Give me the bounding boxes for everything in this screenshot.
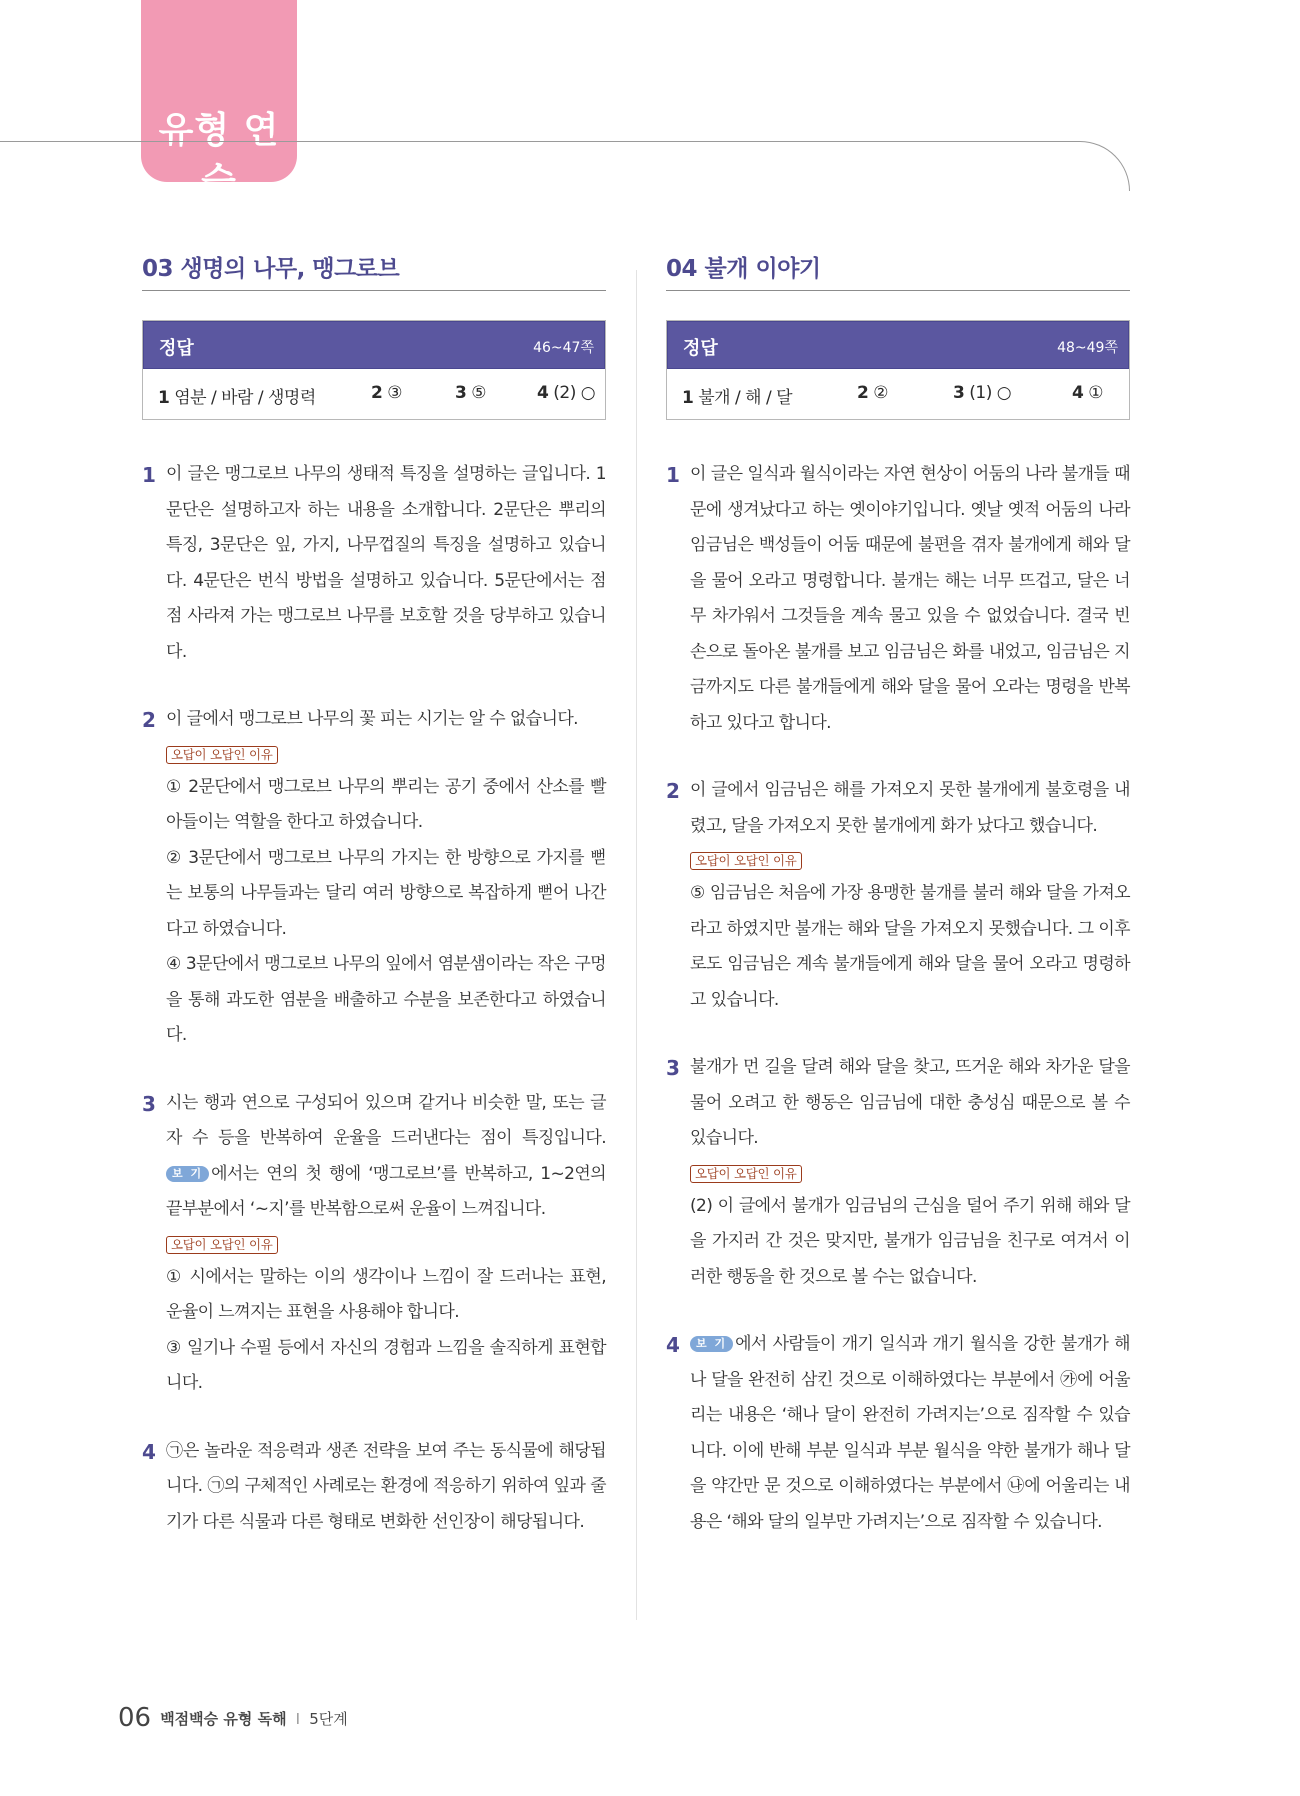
item-body-text-after-bogi: 에서 사람들이 개기 일식과 개기 월식을 강한 불개가 해나 달을 완전히 삼킨 것으로 이해하였다는 부분에서 ㉮에 어울리는 내용은 ‘해나 달이 완전히 가려지는’으로 짐작할 수 있습니다. 이에 반해 부분 일식과 부분 월식을 약한 불개가 해나 달을 약간만 문 것으로 이해하였다는 부분에서 ㉯에 어울리는 내용은 ‘해와 달의 일부만 가려지는’으로 짐작할 수 있습니다. [690,1334,1130,1532]
answer-text: ② [873,383,888,403]
reason-text: ② 3문단에서 맹그로브 나무의 가지는 한 방향으로 가지를 뻗는 보통의 나무들과는 달리 여러 방향으로 복잡하게 뻗어 나간다고 하였습니다. [166,847,606,939]
item-number: 3 [142,1091,156,1116]
answer-box [142,320,606,420]
reason-text: ⑤ 임금님은 처음에 가장 용맹한 불개를 불러 해와 달을 가져오라고 하였지만 불개는 해와 달을 가져오지 못했습니다. 그 이후로도 임금님은 계속 불개들에게 해와 달을 물어 오라고 명령하고 있습니다. [690,883,1130,1010]
section-title: 04 불개 이야기 [666,250,1130,291]
page-number: 06 [118,1703,152,1733]
page-footer [118,1703,348,1733]
answer-item [953,383,1011,403]
reason-text: ④ 3문단에서 맹그로브 나무의 잎에서 염분샘이라는 작은 구멍을 통해 과도한 염분을 배출하고 수분을 보존한다고 하였습니다. [166,954,606,1045]
item-body-text: 시는 행과 연으로 구성되어 있으며 같거나 비슷한 말, 또는 글자 수 등을 반복하여 운율을 드러낸다는 점이 특징입니다. [166,1092,606,1148]
item-body: 이 글에서 맹그로브 나무의 꽃 피는 시기는 알 수 없습니다. [166,709,578,729]
answer-item [537,383,595,403]
answer-text: ③ [387,383,402,403]
answer-item [371,383,402,403]
explanation-item [666,1327,1130,1540]
column-divider [636,270,637,1620]
answer-item [857,383,888,403]
answer-number: 2 [371,383,383,403]
answer-text: ⑤ [471,383,486,403]
explanation-item [666,1050,1130,1295]
reason-text: ③ 일기나 수필 등에서 자신의 경험과 느낌을 솔직하게 표현합니다. [166,1337,606,1393]
answer-number: 1 [158,388,170,408]
answer-number: 1 [682,388,694,408]
answer-number: 3 [953,383,965,403]
reason-text: ① 시에서는 말하는 이의 생각이나 느낌이 잘 드러나는 표현, 운율이 느껴지는 표현을 사용해야 합니다. [166,1266,606,1322]
answer-text: 염분 / 바람 / 생명력 [174,388,316,408]
explanation-item [142,702,606,1054]
item-body-text-after-bogi: 에서는 연의 첫 행에 ‘맹그로브’를 반복하고, 1~2연의 끝부분에서 ‘~지’를 반복함으로써 운율이 느껴집니다. [166,1163,606,1219]
reason-text: (2) 이 글에서 불개가 임금님의 근심을 덜어 주기 위해 해와 달을 가지러 간 것은 맞지만, 불개가 임금님을 친구로 여겨서 이러한 행동을 한 것으로 볼 수는 없습니다. [690,1195,1130,1287]
header-rule [0,141,1053,142]
header-tab-title: 유형 연습 [158,110,280,202]
item-body [690,1327,1130,1540]
header-rule-curve [1040,141,1130,191]
footer-separator: I [295,1710,301,1728]
explanation-list [666,457,1130,1540]
explanation-item [142,1086,606,1402]
answer-item [158,383,316,408]
wrong-answer-reason-badge: 오답이 오답인 이유 [166,746,278,764]
wrong-answer-reason-badge: 오답이 오답인 이유 [166,1236,278,1254]
item-body [166,1086,606,1228]
item-number: 4 [142,1439,156,1464]
answer-number: 4 [1072,383,1084,403]
answer-box-header [143,321,605,369]
section-title: 03 생명의 나무, 맹그로브 [142,250,606,291]
book-level: 5단계 [309,1710,348,1728]
wrong-answer-reason-badge: 오답이 오답인 이유 [690,852,802,870]
right-column [666,250,1130,1572]
answer-box [666,320,1130,420]
answer-label: 정답 [683,338,718,359]
answer-box-header [667,321,1129,369]
item-number: 2 [142,708,156,732]
answer-number: 2 [857,383,869,403]
answer-text: ① [1088,383,1103,403]
bogi-badge: 보 기 [166,1166,209,1182]
answer-number: 4 [537,383,549,403]
explanation-item [666,457,1130,741]
header-tab [141,0,297,202]
answer-label: 정답 [159,338,194,359]
explanation-item [142,457,606,670]
explanation-list [142,457,606,1540]
bogi-badge: 보 기 [690,1336,733,1352]
answer-row [143,369,605,419]
answer-item [682,383,792,408]
item-number: 1 [666,463,680,487]
explanation-item [142,1434,606,1541]
item-number: 1 [142,463,156,487]
answer-text: (2) ○ [553,383,596,403]
item-number: 3 [666,1056,680,1080]
item-body: 이 글은 맹그로브 나무의 생태적 특징을 설명하는 글입니다. 1문단은 설명하고자 하는 내용을 소개합니다. 2문단은 뿌리의 특징, 3문단은 잎, 가지, 나무껍질의 특징을 설명하고 있습니다. 4문단은 번식 방법을 설명하고 있습니다. 5문단에서는 점점 사라져 가는 맹그로브 나무를 보호할 것을 당부하고 있습니다. [166,464,606,662]
item-body: 불개가 먼 길을 달려 해와 달을 찾고, 뜨거운 해와 차가운 달을 물어 오려고 한 행동은 임금님에 대한 충성심 때문으로 볼 수 있습니다. [690,1057,1130,1148]
item-body: 이 글에서 임금님은 해를 가져오지 못한 불개에게 불호령을 내렸고, 달을 가져오지 못한 불개에게 화가 났다고 했습니다. [690,780,1130,836]
answer-item [455,383,486,403]
answer-text: (1) ○ [969,383,1012,403]
answer-pages: 46~47쪽 [533,340,594,356]
item-body: 이 글은 일식과 월식이라는 자연 현상이 어둠의 나라 불개들 때문에 생겨났다고 하는 옛이야기입니다. 옛날 옛적 어둠의 나라 임금님은 백성들이 어둠 때문에 불편을 겪자 불개에게 해와 달을 물어 오라고 명령합니다. 불개는 해는 너무 뜨겁고, 달은 너무 차가워서 그것들을 계속 물고 있을 수 없었습니다. 결국 빈손으로 돌아온 불개를 보고 임금님은 화를 내었고, 임금님은 지금까지도 다른 불개들에게 해와 달을 물어 오라는 명령을 반복하고 있다고 합니다. [690,464,1130,733]
item-number: 2 [666,779,680,803]
answer-row [667,369,1129,419]
left-column [142,250,606,1572]
answer-number: 3 [455,383,467,403]
item-body: ㉠은 놀라운 적응력과 생존 전략을 보여 주는 동식물에 해당됩니다. ㉠의 구체적인 사례로는 환경에 적응하기 위하여 잎과 줄기가 다른 식물과 다른 형태로 변화한 선인장이 해당됩니다. [166,1440,606,1532]
item-number: 4 [666,1333,680,1357]
wrong-answer-reason-badge: 오답이 오답인 이유 [690,1165,802,1183]
explanation-item [666,773,1130,1018]
reason-text: ① 2문단에서 맹그로브 나무의 뿌리는 공기 중에서 산소를 빨아들이는 역할을 한다고 하였습니다. [166,776,606,832]
answer-pages: 48~49쪽 [1057,340,1118,356]
book-title: 백점백승 유형 독해 [160,1710,287,1728]
answer-text: 불개 / 해 / 달 [698,388,793,408]
answer-item [1072,383,1103,403]
